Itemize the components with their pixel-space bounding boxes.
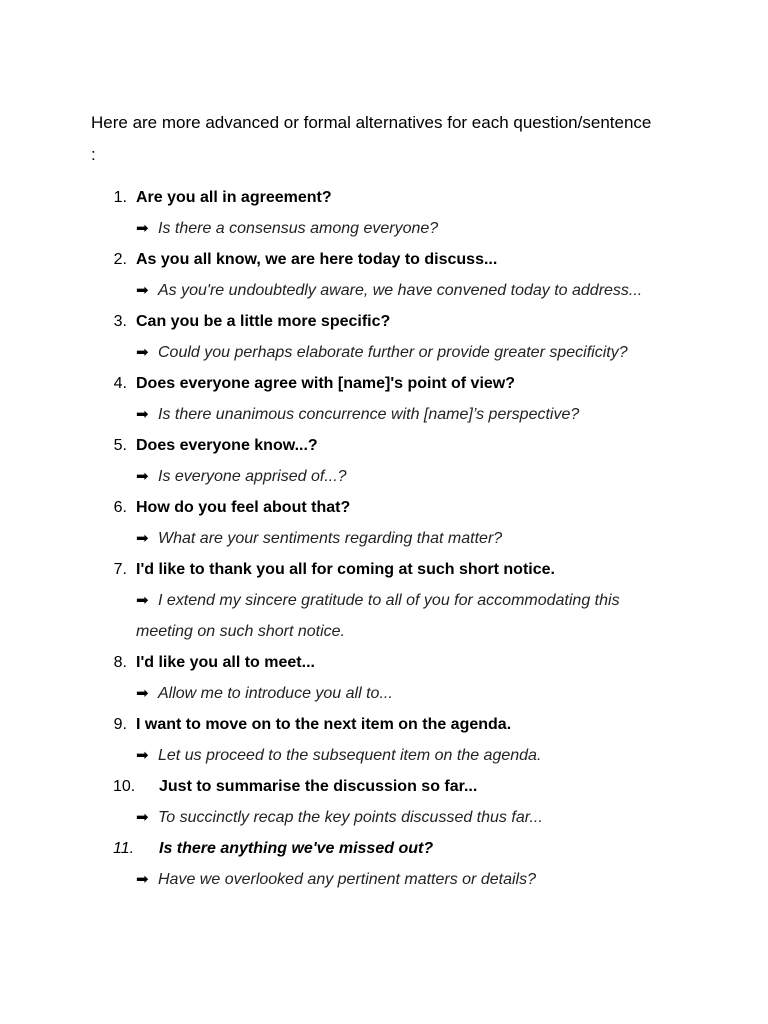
list-item: [0, 182, 768, 244]
alternative-text: I extend my sincere gratitude to all of you for accommodating this meeting on such short notice.: [136, 592, 620, 640]
alternative-text: Could you perhaps elaborate further or provide greater specificity?: [158, 344, 628, 361]
list-item: [0, 709, 768, 771]
item-alternative: [0, 461, 768, 492]
right-arrow-icon: ➡: [136, 220, 149, 237]
right-arrow-icon: ➡: [136, 530, 149, 547]
list-item: [0, 368, 768, 430]
alternative-text: To succinctly recap the key points discussed thus far...: [158, 809, 543, 826]
numbered-list: [0, 182, 768, 895]
item-alternative: [0, 523, 768, 554]
list-item: [0, 554, 768, 647]
item-alternative: [0, 399, 768, 430]
item-question: Is there anything we've missed out?: [159, 840, 434, 857]
alternative-text: Let us proceed to the subsequent item on the agenda.: [158, 747, 542, 764]
item-number: 6.: [113, 499, 127, 516]
intro-line-2: :: [91, 145, 96, 164]
item-number: 10.: [113, 778, 136, 795]
item-alternative: [0, 275, 768, 306]
alternative-text: Is everyone apprised of...?: [158, 468, 347, 485]
item-number: 8.: [113, 654, 127, 671]
right-arrow-icon: ➡: [136, 282, 149, 299]
list-item: [0, 771, 768, 833]
item-question: Does everyone agree with [name]'s point of view?: [136, 375, 516, 392]
item-number: 7.: [113, 561, 127, 578]
right-arrow-icon: ➡: [136, 468, 149, 485]
list-item: [0, 492, 768, 554]
item-alternative: [0, 740, 768, 771]
item-number: 2.: [113, 251, 127, 268]
item-number: 4.: [113, 375, 127, 392]
list-item: [0, 647, 768, 709]
intro-line-1: Here are more advanced or formal alternatives for each question/sentence: [91, 113, 652, 132]
item-number: 5.: [113, 437, 127, 454]
item-question: Can you be a little more specific?: [136, 313, 391, 330]
alternative-text: Is there a consensus among everyone?: [158, 220, 439, 237]
intro-paragraph: [91, 107, 691, 171]
right-arrow-icon: ➡: [136, 406, 149, 423]
list-item: [0, 430, 768, 492]
list-item: [0, 306, 768, 368]
alternative-text: Have we overlooked any pertinent matters or details?: [158, 871, 536, 888]
item-alternative: [0, 864, 768, 895]
item-alternative: [0, 585, 768, 647]
right-arrow-icon: ➡: [136, 747, 149, 764]
item-alternative: [0, 337, 768, 368]
item-alternative: [0, 678, 768, 709]
right-arrow-icon: ➡: [136, 809, 149, 826]
right-arrow-icon: ➡: [136, 685, 149, 702]
item-question: I want to move on to the next item on the agenda.: [136, 716, 512, 733]
item-alternative: [0, 213, 768, 244]
alternative-text: Allow me to introduce you all to...: [158, 685, 393, 702]
item-question: I'd like to thank you all for coming at such short notice.: [136, 561, 555, 578]
list-item: [0, 244, 768, 306]
item-question: Just to summarise the discussion so far...: [159, 778, 478, 795]
alternative-text: What are your sentiments regarding that matter?: [158, 530, 503, 547]
item-question: As you all know, we are here today to discuss...: [136, 251, 498, 268]
right-arrow-icon: ➡: [136, 344, 149, 361]
item-question: Does everyone know...?: [136, 437, 318, 454]
list-item: [0, 833, 768, 895]
item-number: 11.: [113, 840, 135, 857]
right-arrow-icon: ➡: [136, 592, 149, 609]
item-question: How do you feel about that?: [136, 499, 351, 516]
right-arrow-icon: ➡: [136, 871, 149, 888]
item-number: 1.: [113, 189, 127, 206]
item-question: I'd like you all to meet...: [136, 654, 315, 671]
item-number: 3.: [113, 313, 127, 330]
item-question: Are you all in agreement?: [136, 189, 332, 206]
item-number: 9.: [113, 716, 127, 733]
alternative-text: As you're undoubtedly aware, we have convened today to address...: [158, 282, 643, 299]
alternative-text: Is there unanimous concurrence with [name]’s perspective?: [158, 406, 580, 423]
item-alternative: [0, 802, 768, 833]
